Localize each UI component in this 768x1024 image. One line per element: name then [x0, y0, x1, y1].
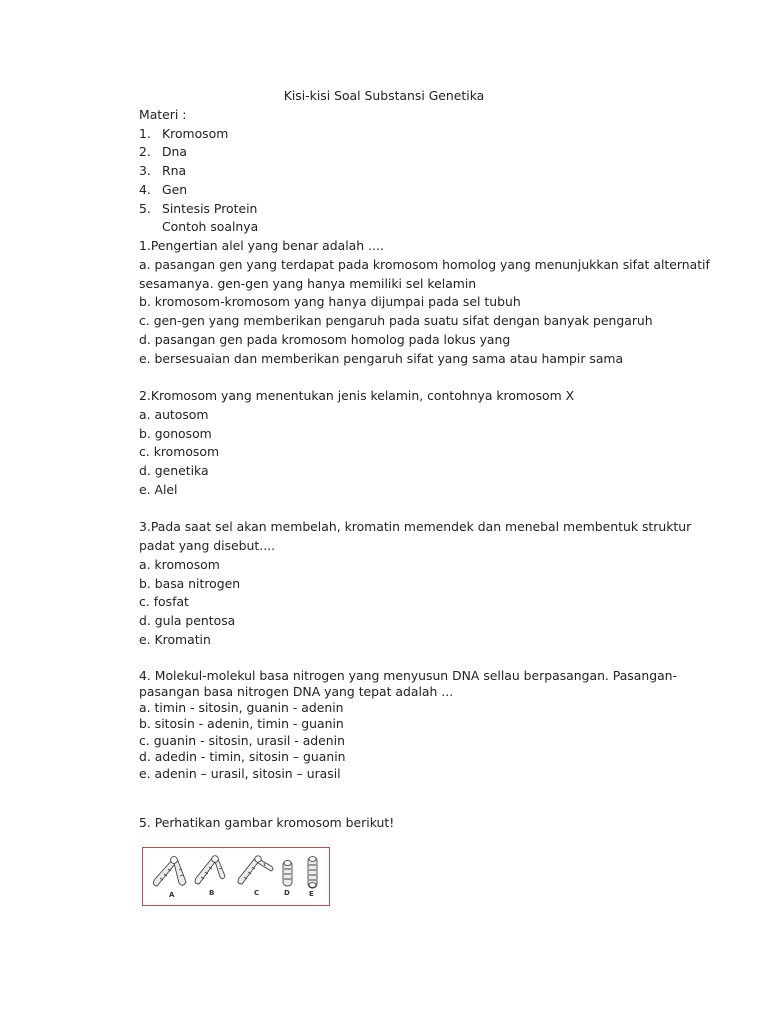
contoh-soal-label: Contoh soalnya — [162, 219, 259, 234]
chromosome-e-icon — [308, 857, 317, 888]
materi-item: Dna — [162, 144, 187, 159]
q4-option: b. sitosin - adenin, timin - guanin — [139, 716, 344, 731]
figure-label-b: B — [209, 889, 215, 897]
materi-num: 1. — [139, 126, 151, 141]
question-4-continued: pasangan basa nitrogen DNA yang tepat adalah ... — [139, 684, 454, 699]
q3-option: d. gula pentosa — [139, 613, 236, 628]
figure-label-e: E — [309, 890, 314, 898]
materi-num: 4. — [139, 182, 151, 197]
q3-option: b. basa nitrogen — [139, 576, 241, 591]
chromosome-illustration — [143, 848, 328, 904]
materi-num: 5. — [139, 201, 151, 216]
question-4: 4. Molekul-molekul basa nitrogen yang menyusun DNA sellau berpasangan. Pasangan- — [139, 668, 677, 683]
question-3: 3.Pada saat sel akan membelah, kromatin memendek dan menebal membentuk struktur — [139, 519, 692, 534]
question-5: 5. Perhatikan gambar kromosom berikut! — [139, 815, 395, 830]
materi-item: Rna — [162, 163, 187, 178]
q3-option: a. kromosom — [139, 557, 220, 572]
q4-option: c. guanin - sitosin, urasil - adenin — [139, 733, 345, 748]
materi-item: Kromosom — [162, 126, 229, 141]
q1-option: c. gen-gen yang memberikan pengaruh pada suatu sifat dengan banyak pengaruh — [139, 313, 653, 328]
question-2: 2.Kromosom yang menentukan jenis kelamin, contohnya kromosom X — [139, 388, 575, 403]
materi-num: 3. — [139, 163, 151, 178]
q4-option: e. adenin – urasil, sitosin – urasil — [139, 766, 341, 781]
q1-option: a. pasangan gen yang terdapat pada kromosom homolog yang menunjukkan sifat alternatif — [139, 257, 710, 272]
chromosome-c-icon — [238, 856, 273, 884]
question-1: 1.Pengertian alel yang benar adalah .... — [139, 238, 384, 253]
q4-option: d. adedin - timin, sitosin – guanin — [139, 749, 346, 764]
q3-option: e. Kromatin — [139, 632, 211, 647]
materi-label: Materi : — [139, 107, 187, 122]
q1-option: b. kromosom-kromosom yang hanya dijumpai pada sel tubuh — [139, 294, 521, 309]
q2-option: e. Alel — [139, 482, 178, 497]
chromosome-d-icon — [283, 860, 292, 886]
materi-item: Sintesis Protein — [162, 201, 258, 216]
figure-label-d: D — [284, 889, 290, 897]
q2-option: a. autosom — [139, 407, 209, 422]
figure-label-c: C — [254, 889, 260, 897]
q3-option: c. fosfat — [139, 594, 189, 609]
materi-item: Gen — [162, 182, 188, 197]
q1-option: e. bersesuaian dan memberikan pengaruh sifat yang sama atau hampir sama — [139, 351, 624, 366]
q1-option: d. pasangan gen pada kromosom homolog pada lokus yang — [139, 332, 511, 347]
document-title: Kisi-kisi Soal Substansi Genetika — [283, 88, 485, 103]
q2-option: d. genetika — [139, 463, 209, 478]
q1-option: sesamanya. gen-gen yang hanya memiliki sel kelamin — [139, 276, 477, 291]
figure-label-a: A — [169, 891, 175, 899]
q2-option: b. gonosom — [139, 426, 212, 441]
question-3-continued: padat yang disebut.... — [139, 538, 276, 553]
chromosome-a-icon — [153, 857, 186, 886]
chromosome-b-icon — [195, 856, 225, 884]
chromosome-figure — [142, 847, 330, 906]
materi-num: 2. — [139, 144, 151, 159]
q2-option: c. kromosom — [139, 444, 220, 459]
q4-option: a. timin - sitosin, guanin - adenin — [139, 700, 344, 715]
